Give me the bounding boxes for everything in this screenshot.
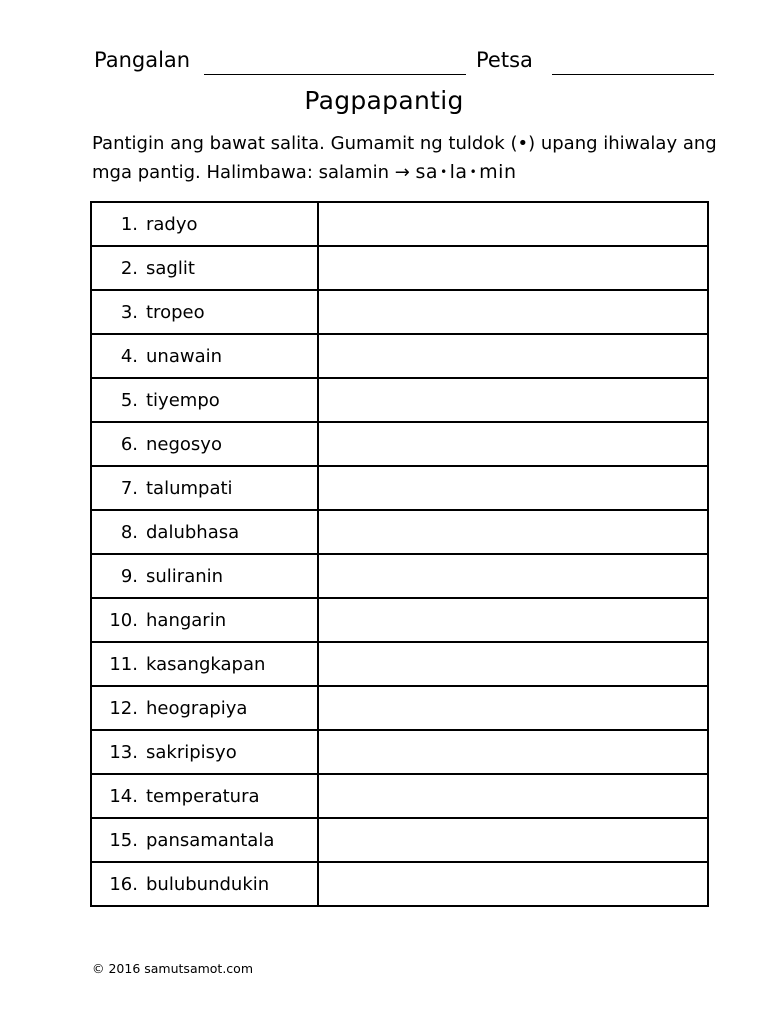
instructions — [92, 130, 732, 187]
word-text: suliranin — [146, 565, 224, 587]
word-text: dalubhasa — [146, 521, 240, 543]
syllable-dot: • — [469, 165, 478, 179]
word-cell — [91, 334, 318, 378]
word-text: kasangkapan — [146, 653, 266, 675]
answer-cell[interactable] — [318, 290, 708, 334]
name-label: Pangalan — [94, 48, 191, 72]
word-text: sakripisyo — [146, 741, 237, 763]
word-row — [91, 510, 708, 554]
word-cell — [91, 818, 318, 862]
word-cell — [91, 466, 318, 510]
syllable-dot: • — [440, 165, 448, 179]
word-cell — [91, 862, 318, 906]
word-text: temperatura — [146, 785, 260, 807]
answer-cell[interactable] — [318, 378, 708, 422]
word-text: negosyo — [146, 433, 222, 455]
example-syllable: la — [449, 161, 468, 183]
item-number: 16. — [109, 873, 138, 895]
word-text: saglit — [146, 257, 195, 279]
answer-cell[interactable] — [318, 510, 708, 554]
item-number: 7. — [120, 477, 138, 499]
word-row — [91, 378, 708, 422]
word-row — [91, 730, 708, 774]
name-field-line[interactable] — [204, 74, 466, 75]
word-cell — [91, 730, 318, 774]
answer-cell[interactable] — [318, 818, 708, 862]
word-cell — [91, 554, 318, 598]
word-cell — [91, 246, 318, 290]
word-cell — [91, 422, 318, 466]
word-table — [90, 201, 709, 907]
word-text: bulubundukin — [146, 873, 270, 895]
word-row — [91, 818, 708, 862]
word-row — [91, 246, 708, 290]
answer-cell[interactable] — [318, 334, 708, 378]
word-cell — [91, 202, 318, 246]
word-text: unawain — [146, 345, 223, 367]
word-row — [91, 774, 708, 818]
word-cell — [91, 290, 318, 334]
word-row — [91, 598, 708, 642]
date-field-line[interactable] — [552, 74, 714, 75]
word-text: talumpati — [146, 477, 233, 499]
answer-cell[interactable] — [318, 686, 708, 730]
word-cell — [91, 774, 318, 818]
answer-cell[interactable] — [318, 554, 708, 598]
item-number: 14. — [109, 785, 138, 807]
word-row — [91, 422, 708, 466]
item-number: 2. — [120, 257, 138, 279]
word-cell — [91, 598, 318, 642]
word-row — [91, 686, 708, 730]
item-number: 9. — [120, 565, 138, 587]
word-row — [91, 202, 708, 246]
word-text: heograpiya — [146, 697, 248, 719]
answer-cell[interactable] — [318, 598, 708, 642]
word-cell — [91, 510, 318, 554]
header-row — [94, 44, 714, 80]
item-number: 3. — [120, 301, 138, 323]
word-text: radyo — [146, 213, 198, 235]
word-text: tropeo — [146, 301, 205, 323]
answer-cell[interactable] — [318, 730, 708, 774]
item-number: 6. — [120, 433, 138, 455]
item-number: 12. — [109, 697, 138, 719]
word-row — [91, 862, 708, 906]
answer-cell[interactable] — [318, 246, 708, 290]
word-row — [91, 554, 708, 598]
answer-cell[interactable] — [318, 862, 708, 906]
word-text: tiyempo — [146, 389, 220, 411]
date-label: Petsa — [476, 48, 533, 72]
word-text: pansamantala — [146, 829, 275, 851]
answer-cell[interactable] — [318, 642, 708, 686]
word-row — [91, 642, 708, 686]
copyright-footer: © 2016 samutsamot.com — [92, 961, 253, 976]
example-syllable: sa — [415, 161, 439, 183]
word-text: hangarin — [146, 609, 227, 631]
word-row — [91, 290, 708, 334]
word-cell — [91, 378, 318, 422]
item-number: 10. — [109, 609, 138, 631]
item-number: 13. — [109, 741, 138, 763]
word-row — [91, 466, 708, 510]
item-number: 8. — [120, 521, 138, 543]
item-number: 1. — [120, 213, 138, 235]
page-title: Pagpapantig — [304, 86, 464, 115]
instructions-text: Pantigin ang bawat salita. Gumamit ng tuldok (•) upang ihiwalay ang mga pantig. Halimbawa: salamin → — [92, 133, 717, 183]
example-syllables — [416, 161, 517, 183]
item-number: 5. — [120, 389, 138, 411]
answer-cell[interactable] — [318, 466, 708, 510]
item-number: 4. — [120, 345, 138, 367]
item-number: 11. — [109, 653, 138, 675]
item-number: 15. — [109, 829, 138, 851]
answer-cell[interactable] — [318, 774, 708, 818]
answer-cell[interactable] — [318, 422, 708, 466]
word-cell — [91, 686, 318, 730]
example-syllable: min — [479, 161, 517, 183]
word-cell — [91, 642, 318, 686]
answer-cell[interactable] — [318, 202, 708, 246]
word-row — [91, 334, 708, 378]
